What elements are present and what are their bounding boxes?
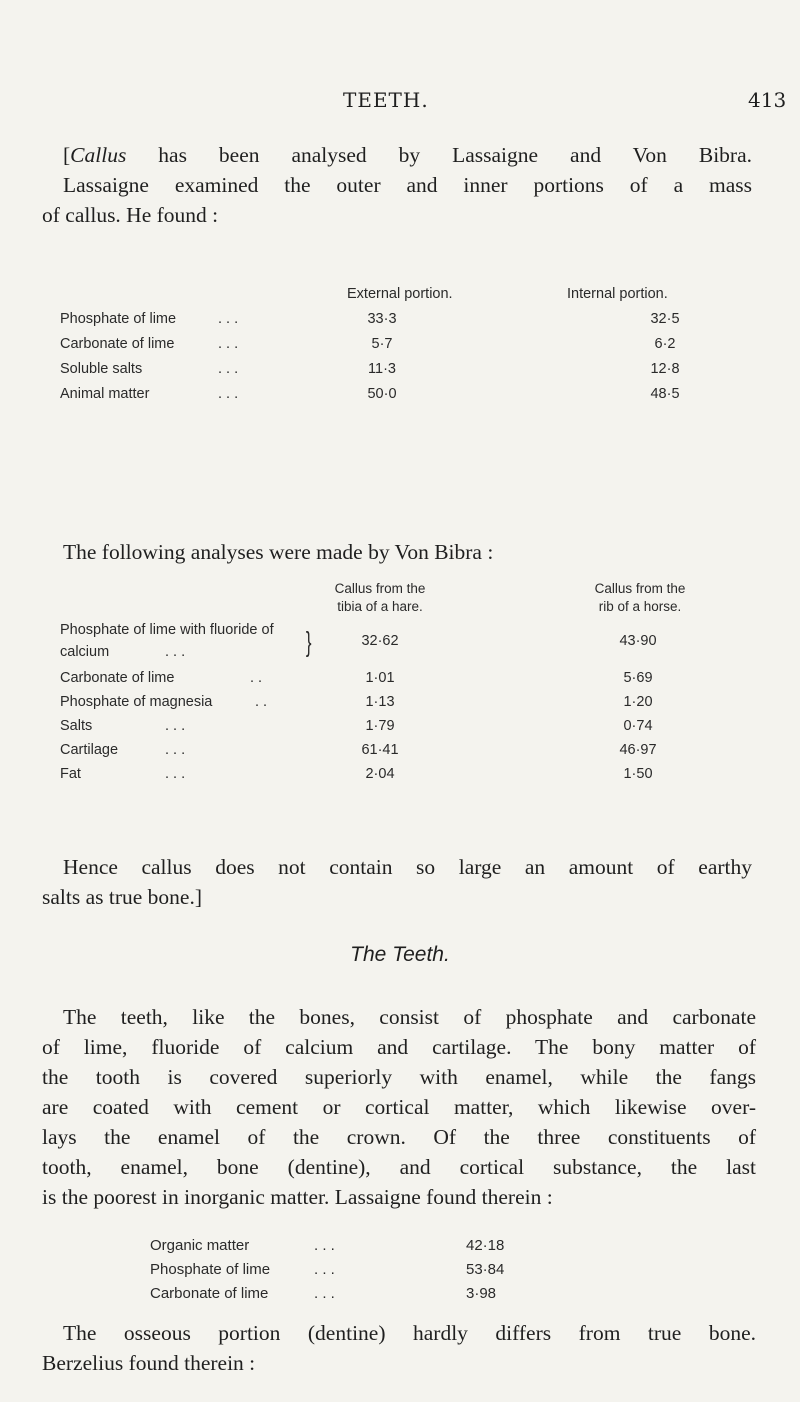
row-label: Carbonate of lime: [60, 670, 175, 686]
row-label-continued: calcium: [60, 644, 110, 660]
dentine-paragraph: [42, 1318, 756, 1378]
cell-value: 42·18: [466, 1237, 505, 1254]
row-label: Soluble salts: [60, 361, 143, 377]
text-line: are coated with cement or cortical matter, which likewise over-: [42, 1095, 756, 1119]
callus-conclusion-paragraph: [42, 852, 752, 912]
von-bibra-table: [60, 580, 800, 810]
leader-dots: . . .: [165, 742, 186, 758]
text-line: [42, 140, 752, 170]
cell-value: 5·69: [623, 670, 653, 686]
text-line: lays the enamel of the crown. Of the three constituents of: [42, 1125, 756, 1149]
table-row: [60, 622, 800, 666]
table-row: [60, 336, 800, 358]
brace-glyph: }: [305, 626, 312, 657]
cell-value: 53·84: [466, 1261, 505, 1278]
leader-dots: . . .: [165, 644, 186, 660]
text-line: tooth, enamel, bone (dentine), and cortical substance, the last: [42, 1155, 756, 1179]
text-line: of lime, fluoride of calcium and cartilage. The bony matter of: [42, 1035, 756, 1059]
cell-value: 43·90: [619, 633, 657, 649]
leader-dots: . . .: [165, 718, 186, 734]
leader-dots: . . .: [218, 336, 239, 352]
header-line: rib of a horse.: [598, 599, 682, 614]
column-header: [565, 580, 715, 616]
row-label: Carbonate of lime: [150, 1285, 269, 1302]
text-line: The following analyses were made by Von Bibra :: [63, 540, 494, 564]
text-line: Hence callus does not contain so large an amount of earthy: [63, 855, 752, 879]
text-line: Lassaigne examined the outer and inner portions of a mass: [63, 173, 752, 197]
text-line: The teeth, like the bones, consist of phosphate and carbonate: [63, 1005, 756, 1029]
column-header: [314, 580, 446, 616]
leader-dots: . . .: [218, 361, 239, 377]
cell-value: 6·2: [654, 336, 676, 352]
text-line: Berzelius found therein :: [42, 1351, 256, 1375]
table-row: [60, 766, 800, 790]
page-number: 413: [748, 88, 787, 112]
row-label: Phosphate of magnesia: [60, 694, 213, 710]
cell-value: 1·20: [623, 694, 653, 710]
header-line: Callus from the: [594, 581, 686, 596]
leader-dots: . .: [255, 694, 268, 710]
cell-value: 3·98: [466, 1285, 497, 1302]
row-label: Phosphate of lime: [60, 311, 177, 327]
cell-value: 1·13: [365, 694, 395, 710]
text-line: is the poorest in inorganic matter. Lassaigne found therein :: [42, 1185, 553, 1209]
row-label: Animal matter: [60, 386, 150, 402]
row-label: Cartilage: [60, 742, 119, 758]
column-header: Internal portion.: [567, 286, 668, 302]
row-label: Fat: [60, 766, 81, 782]
cell-value: 1·79: [365, 718, 395, 734]
cell-value: 33·3: [367, 311, 397, 327]
cell-value: 1·50: [623, 766, 653, 782]
text-line: of callus. He found :: [42, 203, 219, 227]
line-text: has been analysed by Lassaigne and Von Bibra.: [126, 143, 752, 167]
table-row: [60, 311, 800, 333]
cell-value: 1·01: [365, 670, 395, 686]
table-row: [150, 1237, 650, 1261]
italic-term: Callus: [70, 143, 127, 167]
teeth-paragraph: [42, 1002, 756, 1212]
running-title: TEETH.: [343, 88, 429, 112]
table-row: [60, 361, 800, 383]
cell-value: 5·7: [371, 336, 393, 352]
column-header: External portion.: [347, 286, 453, 302]
section-title: The Teeth.: [350, 943, 450, 966]
leader-dots: . .: [250, 670, 263, 686]
row-label: Organic matter: [150, 1237, 250, 1254]
table-row: [60, 670, 800, 694]
cell-value: 48·5: [650, 386, 680, 402]
table-row: [150, 1285, 650, 1309]
leader-dots: . . .: [165, 766, 186, 782]
page-header: [0, 88, 800, 118]
table-row: [60, 742, 800, 766]
leader-dots: . . .: [314, 1261, 335, 1278]
intro-paragraph: [42, 140, 752, 230]
leader-dots: . . .: [314, 1237, 335, 1254]
leader-dots: . . .: [218, 386, 239, 402]
cell-value: 46·97: [619, 742, 657, 758]
text-line: salts as true bone.]: [42, 885, 203, 909]
cell-value: 32·5: [650, 311, 680, 327]
header-line: Callus from the: [334, 581, 426, 596]
cell-value: 61·41: [361, 742, 399, 758]
row-label: Phosphate of lime with fluoride of: [60, 622, 274, 638]
cell-value: 12·8: [650, 361, 680, 377]
table-row: [60, 694, 800, 718]
cell-value: 11·3: [368, 361, 396, 377]
table-row: [150, 1261, 650, 1285]
von-bibra-paragraph: [63, 537, 763, 567]
row-label: Carbonate of lime: [60, 336, 175, 352]
bracket-open: [: [63, 143, 71, 167]
leader-dots: . . .: [314, 1285, 335, 1302]
cell-value: 0·74: [623, 718, 653, 734]
cell-value: 2·04: [365, 766, 395, 782]
text-line: The osseous portion (dentine) hardly differs from true bone.: [63, 1321, 756, 1345]
cell-value: 50·0: [367, 386, 397, 402]
row-label: Phosphate of lime: [150, 1261, 271, 1278]
row-label: Salts: [60, 718, 93, 734]
table-row: [60, 386, 800, 408]
leader-dots: . . .: [218, 311, 239, 327]
table-row: [60, 718, 800, 742]
tooth-composition-table: [150, 1237, 650, 1317]
text-line: the tooth is covered superiorly with enamel, while the fangs: [42, 1065, 756, 1089]
callus-analysis-table: [60, 286, 800, 426]
cell-value: 32·62: [361, 633, 399, 649]
header-line: tibia of a hare.: [337, 599, 423, 614]
